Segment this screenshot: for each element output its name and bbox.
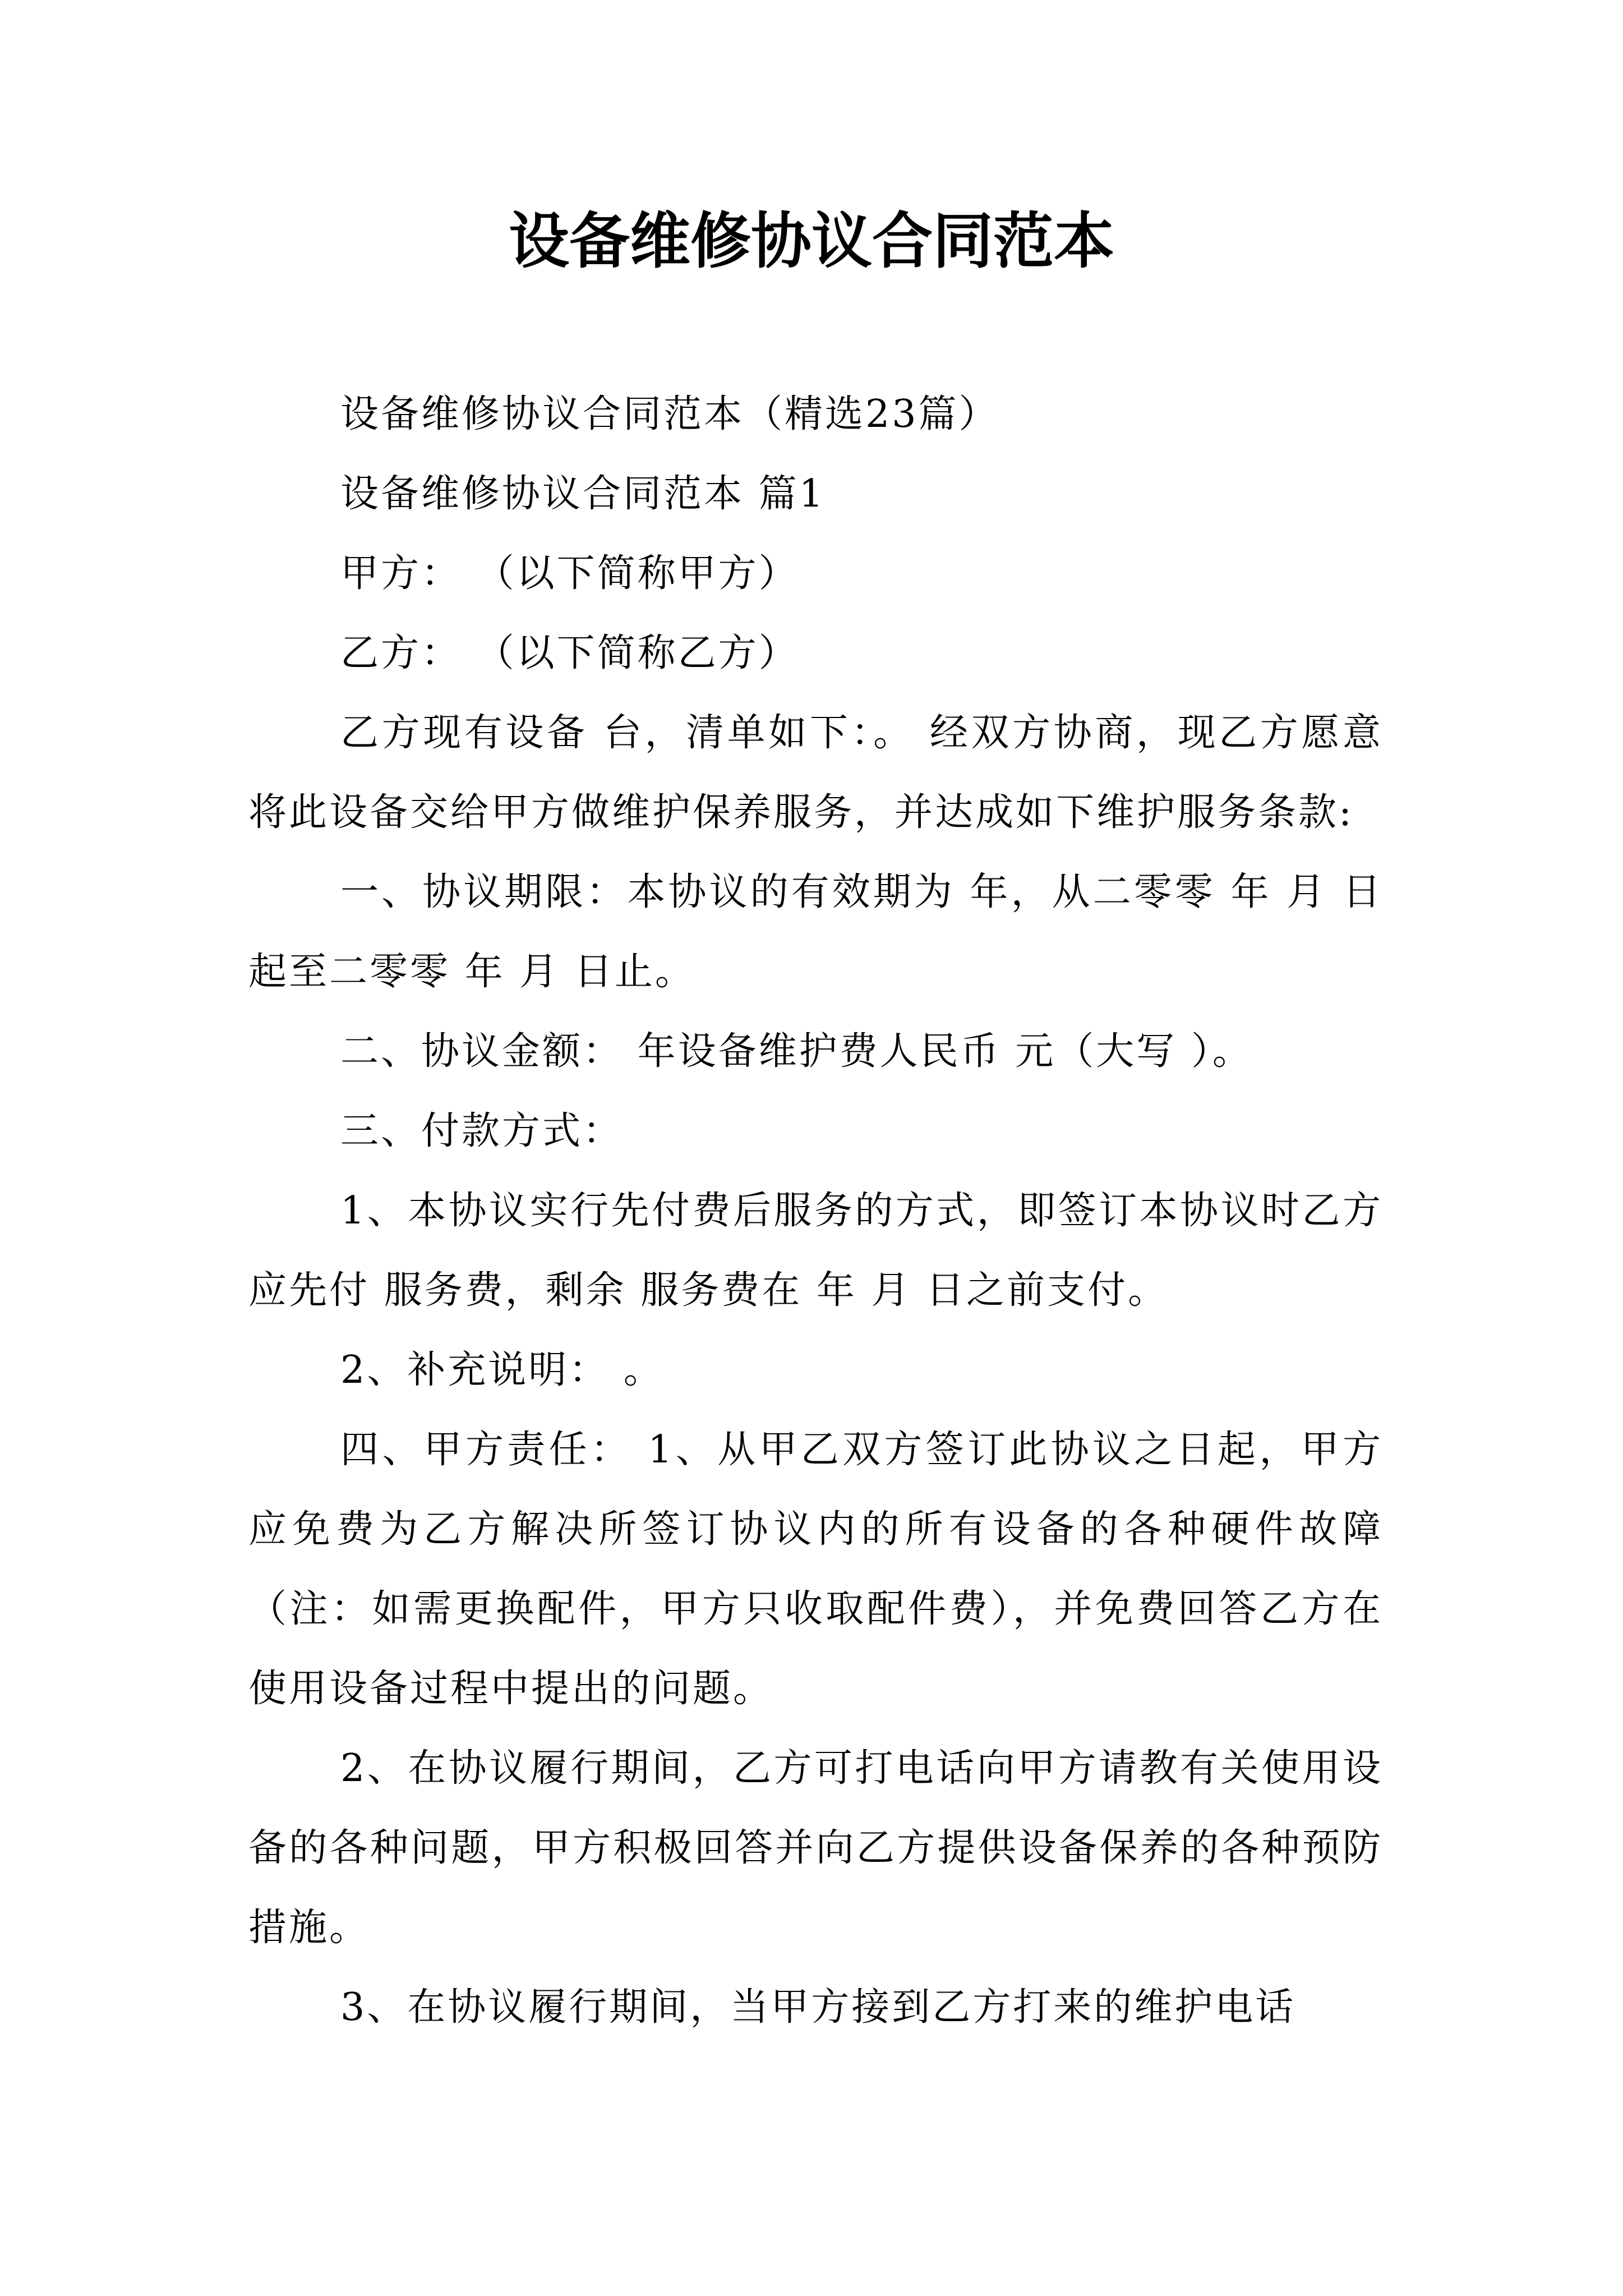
paragraph: 乙方现有设备 台，清单如下：。 经双方协商，现乙方愿意将此设备交给甲方做维护保养服务，并达成如下维护服务条款: <box>248 711 1383 835</box>
paragraph: 3、在协议履行期间，当甲方接到乙方打来的维护电话 <box>340 1985 1296 2030</box>
paragraph: 1、本协议实行先付费后服务的方式，即签订本协议时乙方应先付 服务费，剩余 服务费在 年 月 日之前支付。 <box>248 1189 1383 1313</box>
paragraph: 2、补充说明： 。 <box>340 1348 664 1392</box>
paragraph: 一、协议期限：本协议的有效期为 年，从二零零 年 月 日起至二零零 年 月 日止。 <box>248 870 1383 994</box>
document-body <box>248 375 1383 2047</box>
paragraph: 2、在协议履行期间，乙方可打电话向甲方请教有关使用设备的各种问题，甲方积极回答并向乙方提供设备保养的各种预防措施。 <box>248 1746 1383 1950</box>
paragraph: 三、付款方式： <box>340 1109 624 1153</box>
paragraph: 二、协议金额： 年设备维护费人民币 元（大写 ）。 <box>340 1029 1253 1074</box>
paragraph: 甲方： （以下简称甲方） <box>340 551 799 596</box>
paragraph: 设备维修协议合同范本 篇1 <box>340 472 826 516</box>
paragraph: 乙方： （以下简称乙方） <box>340 631 799 675</box>
paragraph: 四、甲方责任： 1、从甲乙双方签订此协议之日起，甲方应免费为乙方解决所签订协议内的所有设备的各种硬件故障（注：如需更换配件，甲方只收取配件费），并免费回答乙方在使用设备过程中提出的问题。 <box>248 1428 1383 1711</box>
document-title: 设备维修协议合同范本 <box>508 206 1114 277</box>
paragraph: 设备维修协议合同范本（精选23篇） <box>340 392 999 436</box>
